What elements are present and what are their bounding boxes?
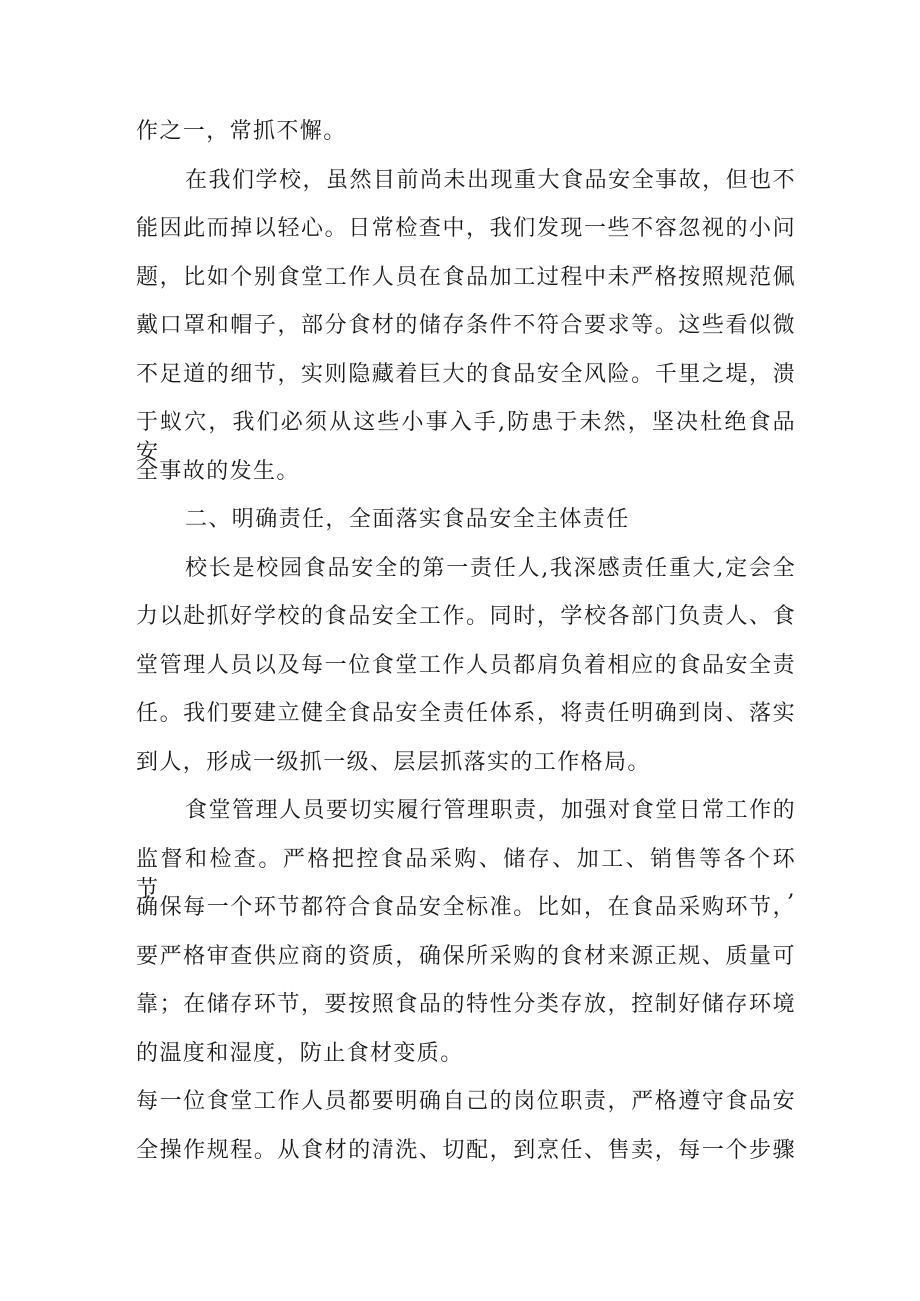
text-line: 不足道的细节，实则隐藏着巨大的食品安全风险。千里之堤，溃 <box>136 362 796 387</box>
text-line: 于蚁穴，我们必须从这些小事入手,防患于未然，坚决杜绝食品安 <box>136 410 796 465</box>
text-line: 任。我们要建立健全食品安全责任体系，将责任明确到岗、落实 <box>136 701 796 726</box>
text-line: 全操作规程。从食材的清洗、切配，到烹任、售卖，每一个步骤 <box>136 1138 796 1163</box>
text-line: 确保每一个环节都符合食品安全标准。比如，在食品采购环节， <box>136 895 796 920</box>
text-line: 力以赴抓好学校的食品安全工作。同时，学校各部门负责人、食 <box>136 604 796 629</box>
text-line: 食堂管理人员要切实履行管理职责，加强对食堂日常工作的 <box>185 798 796 823</box>
text-line: 的温度和湿度，防止食材变质。 <box>136 1041 464 1066</box>
text-line: 能因此而掉以轻心。日常检查中，我们发现一些不容忽视的小问 <box>136 216 796 241</box>
section-heading: 二、明确责任，全面落实食品安全主体责任 <box>185 507 630 532</box>
text-line: 堂管理人员以及每一位食堂工作人员都肩负着相应的食品安全责 <box>136 653 796 678</box>
text-line: 校长是校园食品安全的第一责任人,我深感责任重大,定会全 <box>185 556 796 581</box>
text-line: 监督和检查。严格把控食品采购、储存、加工、销售等各个环节, <box>136 847 796 902</box>
text-line: 要严格审查供应商的资质，确保所采购的食材来源正规、质量可 <box>136 944 796 969</box>
text-line: 戴口罩和帽子，部分食材的储存条件不符合要求等。这些看似微 <box>136 313 796 338</box>
text-line: 每一位食堂工作人员都要明确自己的岗位职责，严格遵守食品安 <box>136 1089 796 1114</box>
text-line: 在我们学校，虽然目前尚未出现重大食品安全事故，但也不 <box>185 168 796 193</box>
text-line: 全事故的发生。 <box>136 459 300 484</box>
text-line: 到人，形成一级抓一级、层层抓落实的工作格局。 <box>136 750 651 775</box>
text-line: 题，比如个别食堂工作人员在食品加工过程中未严格按照规范佩 <box>136 265 796 290</box>
text-line: 靠；在储存环节，要按照食品的特性分类存放，控制好储存环境 <box>136 992 796 1017</box>
text-line: 作之一，常抓不懈。 <box>136 119 347 144</box>
